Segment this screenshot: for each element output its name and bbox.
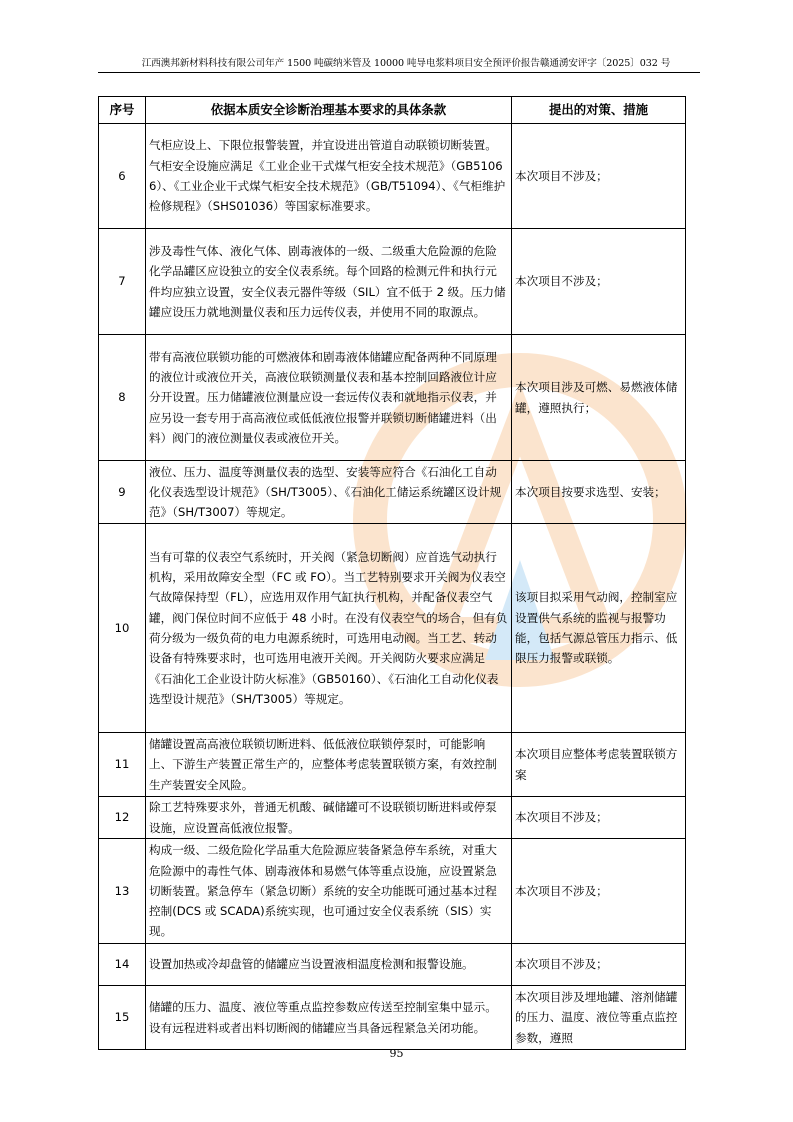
header-rule (98, 72, 700, 73)
row-number: 13 (99, 839, 146, 944)
row-clause: 储罐设置高高液位联锁切断进料、低低液位联锁停泵时，可能影响上、下游生产装置正常生产的，应整体考虑装置联锁方案，有效控制生产装置安全风险。 (146, 733, 512, 797)
row-clause: 涉及毒性气体、液化气体、剧毒液体的一级、二级重大危险源的危险化学品罐区应设独立的安全仪表系统。每个回路的检测元件和执行元件均应独立设置，安全仪表元器件等级（SIL）宜不低于 2 级。压力储罐应设压力就地测量仪表和压力远传仪表，并使用不同的取源点。 (146, 229, 512, 335)
table-row (99, 124, 686, 229)
table-row (99, 986, 686, 1050)
row-clause: 除工艺特殊要求外，普通无机酸、碱储罐可不设联锁切断进料或停泵设施，应设置高低液位报警。 (146, 797, 512, 839)
table-row (99, 944, 686, 986)
row-clause: 气柜应设上、下限位报警装置，并宜设进出管道自动联锁切断装置。气柜安全设施应满足《工业企业干式煤气柜安全技术规范》（GB51066）、《工业企业干式煤气柜安全技术规范》（GB/T51094）、《气柜维护检修规程》（SHS01036）等国家标准要求。 (146, 124, 512, 229)
page-header: 江西澳邦新材料科技有限公司年产 1500 吨碳纳米管及 10000 吨导电浆料项目安全预评价报告赣通湧安评字〔2025〕032 号 (141, 58, 671, 69)
row-number: 11 (99, 733, 146, 797)
row-measure: 本次项目涉及可燃、易燃液体储罐，遵照执行； (512, 335, 686, 461)
table-row (99, 229, 686, 335)
row-clause: 带有高液位联锁功能的可燃液体和剧毒液体储罐应配备两种不同原理的液位计或液位开关，高液位联锁测量仪表和基本控制回路液位计应分开设置。压力储罐液位测量应设一套远传仪表和就地指示仪表，并应另设一套专用于高高液位或低低液位报警并联锁切断储罐进料（出料）阀门的液位测量仪表或液位开关。 (146, 335, 512, 461)
row-measure: 本次项目不涉及； (512, 124, 686, 229)
row-number: 6 (99, 124, 146, 229)
row-measure: 本次项目不涉及； (512, 839, 686, 944)
table-row (99, 461, 686, 524)
table-row (99, 335, 686, 461)
row-measure: 该项目拟采用气动阀，控制室应设置供气系统的监视与报警功能，包括气源总管压力指示、低限压力报警或联锁。 (512, 524, 686, 733)
row-number: 12 (99, 797, 146, 839)
row-measure: 本次项目涉及埋地罐、溶剂储罐的压力、温度、液位等重点监控参数，遵照 (512, 986, 686, 1050)
row-clause: 构成一级、二级危险化学品重大危险源应装备紧急停车系统，对重大危险源中的毒性气体、剧毒液体和易燃气体等重点设施，应设置紧急切断装置。紧急停车（紧急切断）系统的安全功能既可通过基本过程控制(DCS 或 SCADA)系统实现，也可通过安全仪表系统（SIS）实现。 (146, 839, 512, 944)
row-measure: 本次项目不涉及； (512, 797, 686, 839)
row-number: 14 (99, 944, 146, 986)
safety-measures-table (98, 96, 686, 1050)
table-row (99, 839, 686, 944)
row-number: 9 (99, 461, 146, 524)
row-number: 15 (99, 986, 146, 1050)
row-clause: 设置加热或冷却盘管的储罐应当设置液相温度检测和报警设施。 (146, 944, 512, 986)
row-clause: 当有可靠的仪表空气系统时，开关阀（紧急切断阀）应首选气动执行机构，采用故障安全型（FC 或 FO）。当工艺特别要求开关阀为仪表空气故障保持型（FL），应选用双作用气缸执行机构，并配备仪表空气罐，阀门保位时间不应低于 48 小时。在没有仪表空气的场合，但有负荷分级为一级负荷的电力电源系统时，可选用电动阀。当工艺、转动设备有特殊要求时，也可选用电液开关阀。开关阀防火要求应满足《石油化工企业设计防火标准》（GB50160）、《石油化工自动化仪表选型设计规范》（SH/T3005）等规定。 (146, 524, 512, 733)
row-measure: 本次项目应整体考虑装置联锁方案 (512, 733, 686, 797)
row-number: 10 (99, 524, 146, 733)
column-header-measure: 提出的对策、措施 (512, 97, 686, 124)
table-row (99, 733, 686, 797)
row-measure: 本次项目不涉及； (512, 229, 686, 335)
row-number: 8 (99, 335, 146, 461)
table-row (99, 797, 686, 839)
table-header-row (99, 97, 686, 124)
row-measure: 本次项目按要求选型、安装； (512, 461, 686, 524)
column-header-clause: 依据本质安全诊断治理基本要求的具体条款 (146, 97, 512, 124)
row-measure: 本次项目不涉及； (512, 944, 686, 986)
table-row (99, 524, 686, 733)
row-clause: 液位、压力、温度等测量仪表的选型、安装等应符合《石油化工自动化仪表选型设计规范》（SH/T3005）、《石油化工储运系统罐区设计规范》（SH/T3007）等规定。 (146, 461, 512, 524)
column-header-number: 序号 (99, 97, 146, 124)
row-number: 7 (99, 229, 146, 335)
page-number: 95 (389, 1047, 404, 1060)
row-clause: 储罐的压力、温度、液位等重点监控参数应传送至控制室集中显示。设有远程进料或者出料切断阀的储罐应当具备远程紧急关闭功能。 (146, 986, 512, 1050)
